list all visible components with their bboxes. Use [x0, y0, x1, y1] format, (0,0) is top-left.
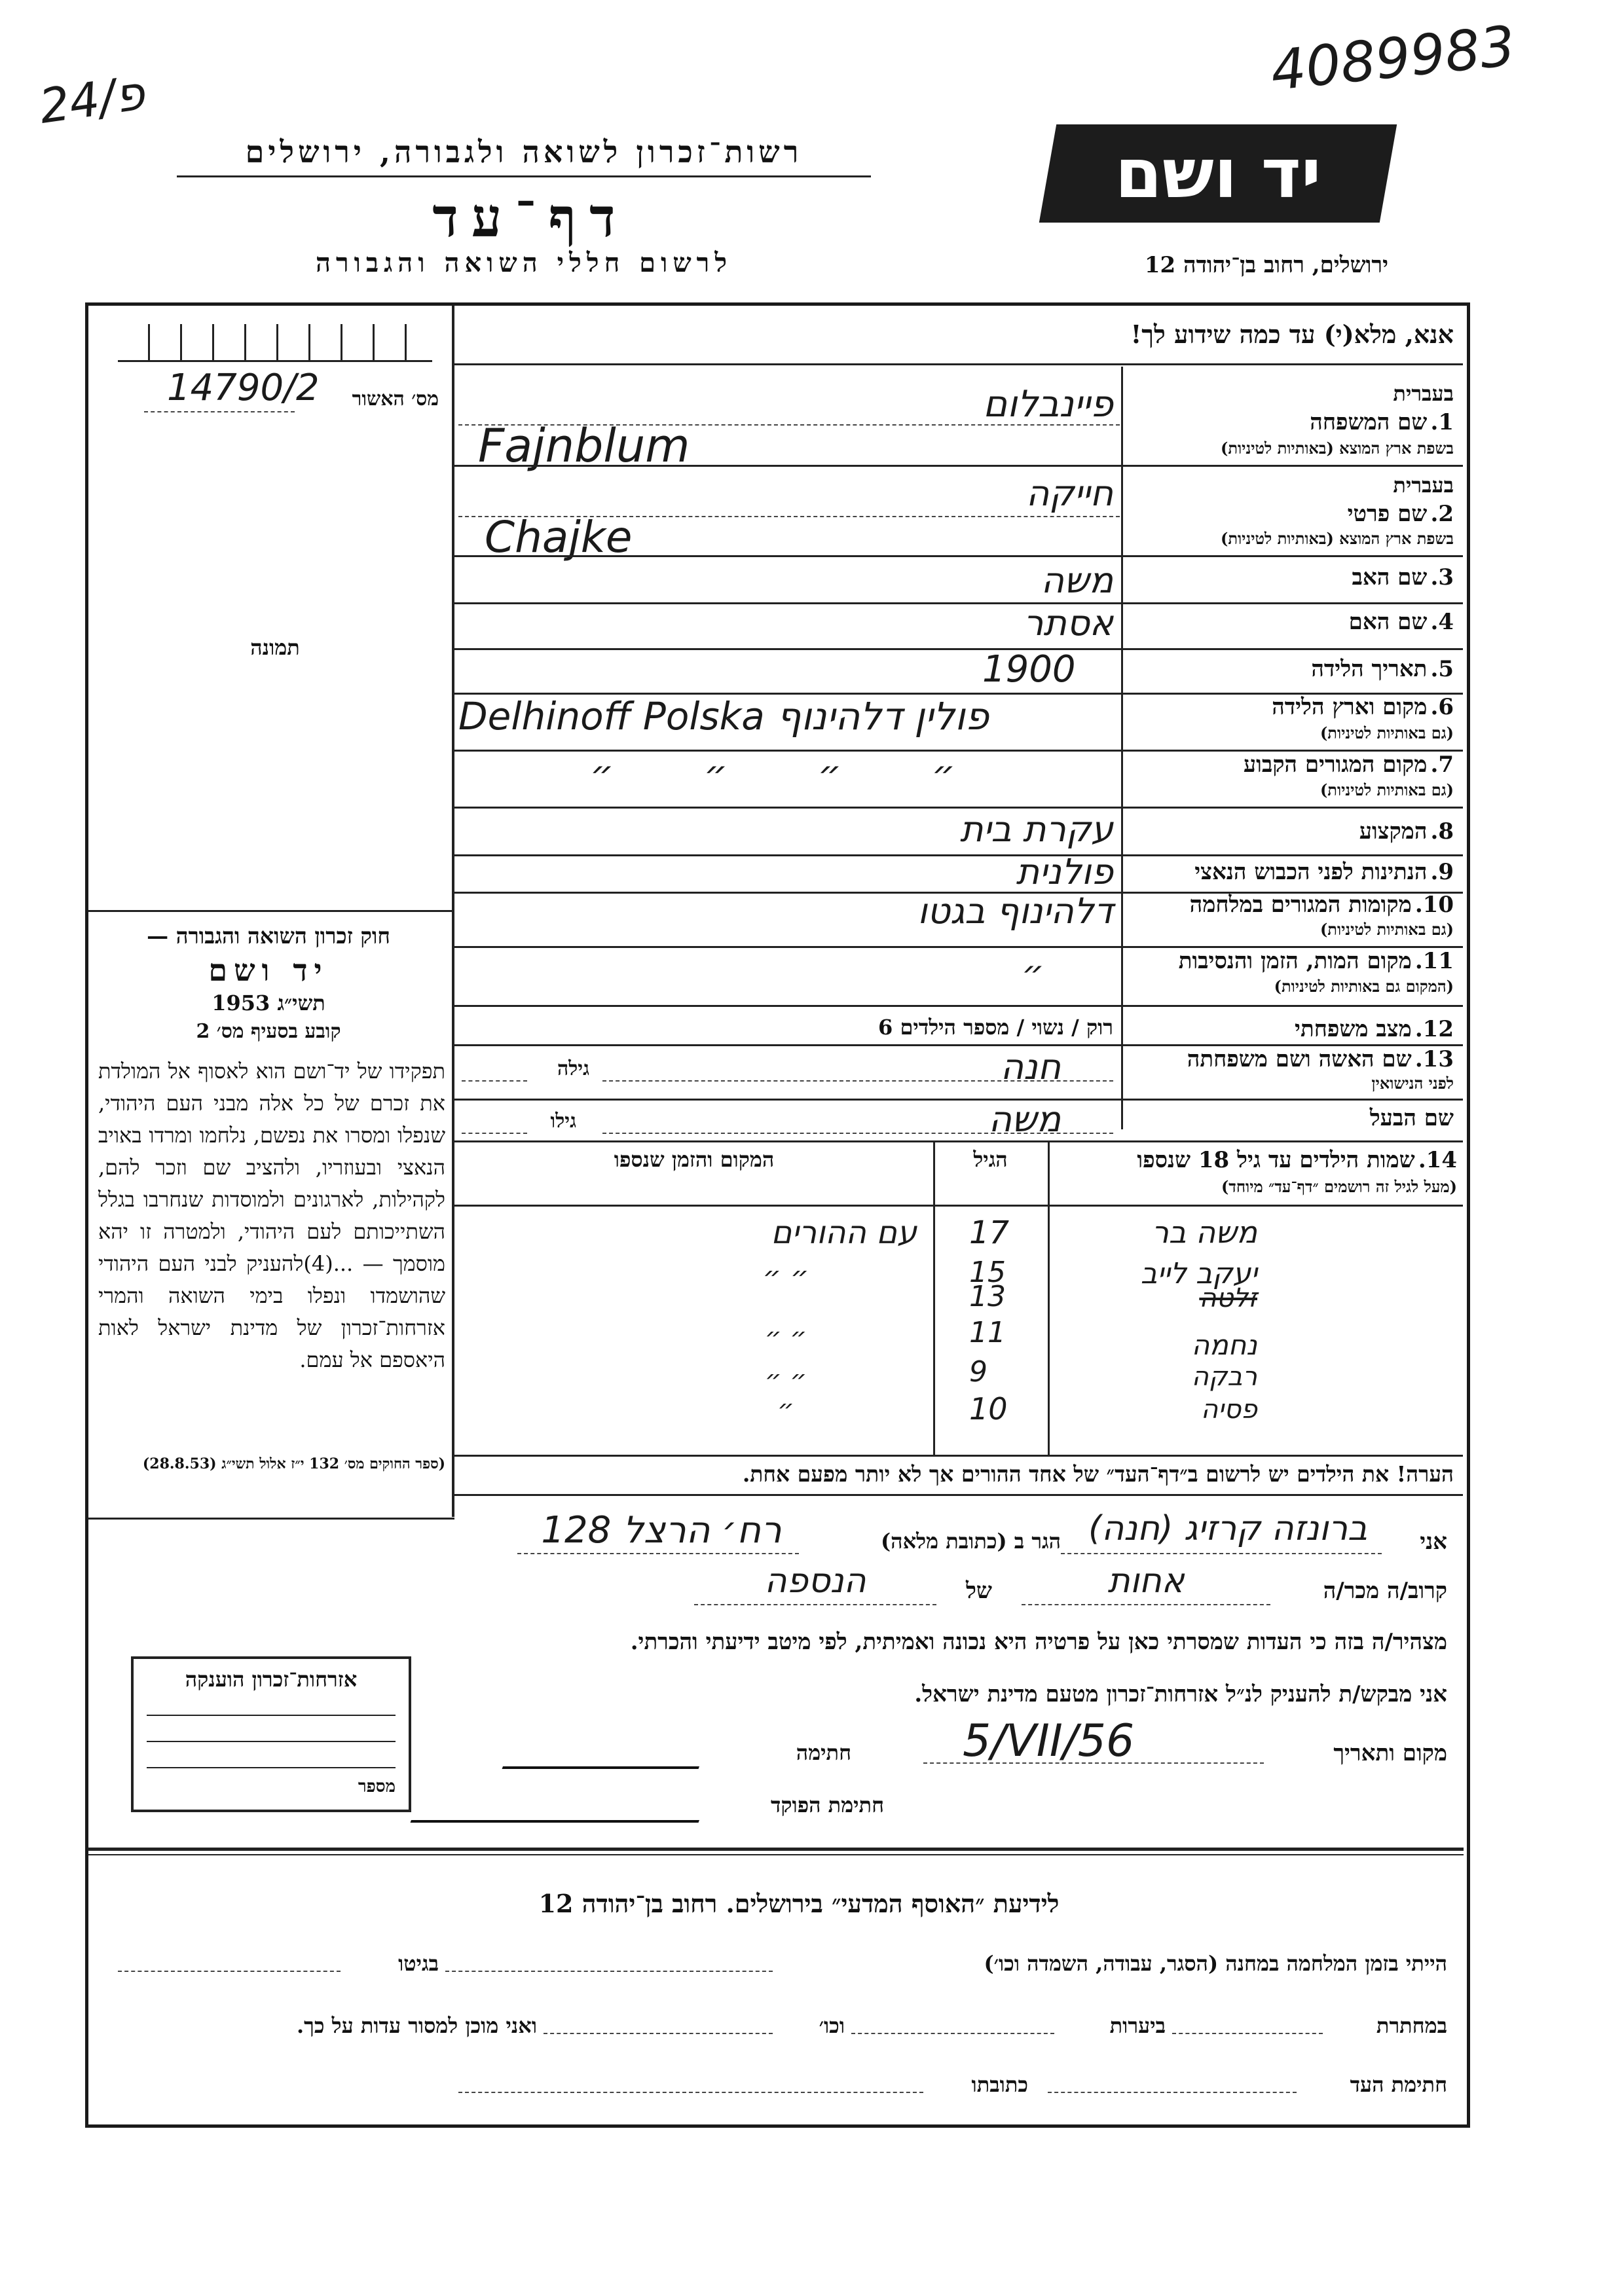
child-place: עם ההורים	[771, 1214, 917, 1251]
child-age: 9	[969, 1355, 987, 1389]
children-sub: (מעל לגיל זה רושמים ״דף־עד״ מיוחד)	[1221, 1177, 1457, 1196]
of-label: של	[966, 1578, 992, 1604]
officer-label: חתימת הפוקד	[771, 1793, 884, 1817]
field-2-hebrew-sub: בעברית	[1393, 473, 1454, 498]
field-6-label: 6. מקום וארץ הלידה	[1272, 694, 1454, 720]
memorial-box-number-label: מספר	[358, 1777, 396, 1796]
field-13-value: חנה	[1000, 1046, 1061, 1087]
footer-etc-label: וכו׳	[819, 2013, 845, 2038]
child-name: נחמה	[1191, 1329, 1257, 1361]
child-age: 11	[969, 1316, 1006, 1349]
field-2-label: 2. שם פרטי	[1347, 501, 1454, 527]
children-label: 14. שמות הילדים עד גיל 18 שנספו	[1137, 1147, 1457, 1173]
field-9-value: פולנית	[1016, 851, 1113, 892]
husband-label: שם הבעל	[1369, 1105, 1454, 1131]
child-name: פסיה	[1200, 1394, 1257, 1425]
form-subtitle: לרשום חללי השואה והגבורה	[315, 247, 733, 278]
field-4-label: 4. שם האם	[1348, 609, 1454, 635]
field-13-label: 13. שם האשה ושם משפחתה	[1187, 1046, 1454, 1072]
field-1-origin-sub: בשפת ארץ המוצא (באותיות לטיניות)	[1221, 439, 1454, 458]
field-11-value: ״	[1022, 953, 1044, 994]
memorial-citizenship-box	[131, 1656, 411, 1812]
child-name: משה בר	[1151, 1214, 1257, 1250]
field-8-value: עקרת בית	[959, 809, 1113, 850]
field-1-value-latin: Fajnblum	[478, 419, 690, 473]
approval-number: 14790/2	[167, 367, 320, 409]
law-name: יד ושם	[208, 953, 329, 988]
footer-underground-label: במחתרת	[1376, 2013, 1447, 2038]
declarant-resides-label: הגר ב (כתובת מלאה)	[881, 1529, 1061, 1554]
field-10-label: 10. מקומות המגורים במלחמה	[1189, 892, 1454, 918]
form-title: דף־עד	[432, 187, 629, 249]
field-7-label: 7. מקום המגורים הקבוע	[1243, 752, 1454, 778]
field-13-sub: לפני הנישואין	[1371, 1074, 1454, 1093]
field-6-sub: (גם באותיות לטיניות)	[1320, 723, 1454, 742]
declarant-name: ברונזה קרזיג (חנה)	[1088, 1509, 1368, 1548]
field-11-sub: (המקום גם באותיות לטיניות)	[1274, 977, 1454, 996]
law-title: חוק זכרון השואה והגבורה —	[147, 923, 390, 949]
child-age: 13	[969, 1280, 1006, 1313]
organization-name: רשות־זכרון לשואה ולגבורה, ירושלים	[245, 134, 803, 170]
memorial-box-title: אזרחות־זכרון הוענקה	[185, 1667, 358, 1692]
law-text: תפקידו של יד־ושם הוא לאסוף אל המולדת את זכרם של כל אלה מבני העם היהודי, שנפלו ומסרו את נפשם, נלחמו ומרדו באויב הנאצי ובעוזריו, ולהציב שם וזכר להם, לקהילות, לארגונים ולמוסדות שנחרבו בגלל השתייכותם לעם היהודי, ולמטרה זו יהא מוסמך — ...(4)להעניק לבני העם היהודי שהושמדו ונפלו בימי השואה והמרי אזרחות־זכרון של מדינת ישראל לאות היאספם אל עמם.	[98, 1059, 446, 1372]
declarant-address: רח׳ הרצל 128	[541, 1509, 782, 1552]
declarant-ani: אני	[1420, 1529, 1447, 1555]
request-text: אני מבקש/ת להעניק לנ״ל אזרחות־זכרון מטעם מדינת ישראל.	[914, 1681, 1447, 1707]
field-9-label: 9. הנתינות לפני הכבוש הנאצי	[1194, 859, 1454, 885]
footer-ghetto-label: בגיטו	[398, 1951, 439, 1976]
field-12-label: 12. מצב משפחתי	[1295, 1016, 1454, 1042]
child-age: 10	[969, 1391, 1008, 1427]
footer-witness-signature-label: חתימת העד	[1350, 2072, 1447, 2097]
field-6-value: Delhinoff Polska פולין דלהינוף	[458, 694, 989, 738]
field-2-value-hebrew: חייקה	[1025, 473, 1113, 514]
field-7-value: ״ ״ ״ ״	[590, 753, 995, 795]
approval-ticks	[118, 324, 432, 362]
footer-address-label: כתובתו	[971, 2072, 1028, 2097]
child-name: זלטה	[1199, 1283, 1257, 1313]
intro-text: אנא, מלא(י) עד כמה שידוע לך!	[1130, 319, 1454, 349]
law-source: (ספר החוקים מס׳ 132 י״ז אלול תשי״ג (28.8.53)	[142, 1455, 445, 1472]
field-1-value-hebrew: פיינבלום	[982, 383, 1113, 426]
child-place: ״	[777, 1394, 794, 1425]
signature-scribble	[502, 1721, 716, 1769]
law-year: תשי״ג 1953	[212, 991, 325, 1015]
footer-camp-text: הייתי בזמן המלחמה במחנה (הסגר, עבודה, השמדה וכו׳)	[984, 1951, 1447, 1976]
child-name: יעקב לייב	[1140, 1257, 1257, 1290]
header-address: ירושלים, רחוב בן־יהודה 12	[1144, 252, 1388, 278]
field-1-label: 1. שם המשפחה	[1310, 409, 1454, 435]
footer-forests-label: ביערות	[1109, 2013, 1166, 2038]
place-date-label: מקום ותאריך	[1333, 1740, 1447, 1766]
relation-value: אחות	[1107, 1561, 1185, 1601]
field-7-sub: (גם באותיות לטיניות)	[1320, 780, 1454, 799]
child-name: רבקה	[1191, 1362, 1257, 1392]
children-col-age: הגיל	[973, 1147, 1008, 1172]
field-5-value: 1900	[982, 648, 1076, 691]
child-age: 17	[969, 1214, 1010, 1251]
relation-label: קרוב/ה מכר/ה	[1323, 1578, 1447, 1604]
of-value: הנספה	[764, 1561, 866, 1601]
field-10-value: דלהינוף בגטו	[917, 890, 1113, 932]
field-12-value: רוק / נשוי / מספר הילדים 6	[878, 1015, 1113, 1040]
law-section: קובע בסעיף מס׳ 2	[196, 1020, 341, 1043]
children-col-place: המקום והזמן שנספו	[614, 1147, 775, 1172]
field-2-value-latin: Chajke	[485, 512, 633, 562]
place-date-value: 5/VII/56	[963, 1715, 1135, 1767]
field-11-label: 11. מקום המות, הזמן והנסיבות	[1178, 948, 1454, 974]
husband-age-label: גילו	[550, 1110, 576, 1133]
footer-testimony-text: ואני מוכן למסור עדות על כך.	[296, 2013, 537, 2038]
approval-label: מס׳ האשור	[352, 388, 439, 410]
field-3-value: משה	[1041, 560, 1113, 601]
yad-vashem-logo: יד ושם	[1039, 124, 1397, 223]
children-note: הערה! את הילדים יש לרשום ב״דף־העד״ של אחד ההורים אך לא יותר מפעם אחת.	[742, 1461, 1454, 1487]
field-3-label: 3. שם האב	[1352, 564, 1454, 591]
signature-label: חתימה	[796, 1740, 851, 1765]
field-4-value: אסתר	[1023, 602, 1113, 644]
field-5-label: 5. תאריך הלידה	[1311, 656, 1454, 682]
child-place: ״ ״	[764, 1322, 807, 1353]
husband-value: משה	[988, 1099, 1061, 1140]
photo-label: תמונה	[250, 635, 300, 660]
field-8-label: 8. המקצוע	[1359, 818, 1454, 845]
corner-serial-number: 4089983	[1267, 13, 1519, 103]
field-2-origin-sub: בשפת ארץ המוצא (באותיות לטיניות)	[1221, 529, 1454, 548]
child-place: ״ ״	[764, 1365, 807, 1395]
field-1-hebrew-sub: בעברית	[1393, 381, 1454, 406]
child-age: 15	[969, 1256, 1006, 1289]
officer-signature	[411, 1774, 716, 1823]
declaration-text: מצהיר/ה בזה כי העדות שמסרתי כאן על פרטיה היא נכונה ואמיתית, לפי מיטב ידיעתי והכרתי.	[630, 1629, 1447, 1655]
corner-archive-code: 24/פ	[35, 65, 148, 134]
field-13-age-label: גילה	[557, 1057, 589, 1080]
child-place: ״ ״	[762, 1260, 809, 1294]
field-10-sub: (גם באותיות לטיניות)	[1320, 920, 1454, 939]
footer-title: לידיעת ״האוסף המדעי״ בירושלים. רחוב בן־יהודה 12	[538, 1889, 1060, 1918]
